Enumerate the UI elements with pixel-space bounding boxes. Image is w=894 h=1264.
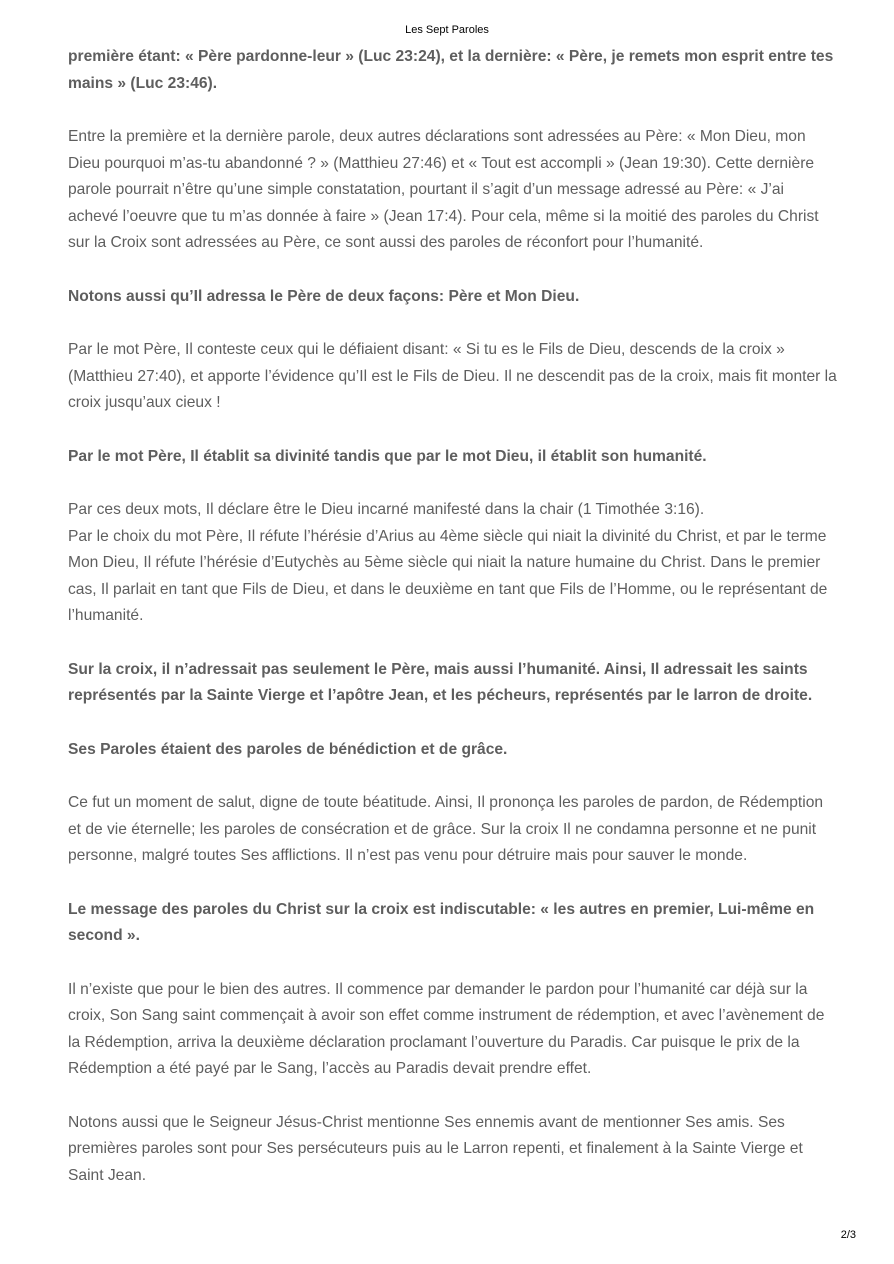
page-number: 2/3 — [840, 1229, 856, 1241]
paragraph-salvation: Ce fut un moment de salut, digne de toute béatitude. Ainsi, Il prononça les paroles de pardon, de Rédemption et de vie éternelle; les paroles de consécration et de grâce. Sur la croix Il ne condamna personne et ne punit personne, malgré toutes Ses afflictions. Il n’est pas venu pour détruire mais pour sauver le monde. — [68, 794, 824, 864]
paragraph-divinity-humanity: Par le mot Père, Il établit sa divinité tandis que par le mot Dieu, il établit son humanité. — [68, 447, 707, 465]
paragraph-saints-sinners: Sur la croix, il n’adressait pas seulement le Père, mais aussi l’humanité. Ainsi, Il adressait les saints représentés par la Sainte Vierge et l’apôtre Jean, et les pécheurs, représentés par le larron de droite. — [68, 660, 813, 704]
paragraph-declarations: Entre la première et la dernière parole, deux autres déclarations sont adressées au Père: « Mon Dieu, mon Dieu pourquoi m’as-tu abandonné ? » (Matthieu 27:46) et « Tout est accompli » (Jean 19:30). Cette dernière parole pourrait n’être qu’une simple constatation, pourtant il s’agit d’un message adressé au Père: « J’ai achevé l’oeuvre que tu m’as donnée à faire » (Jean 17:4). Pour cela, même si la moitié des paroles du Christ sur la Croix sont adressées au Père, ce sont aussi des paroles de réconfort pour l’humanité. — [68, 128, 819, 251]
document-body — [68, 44, 838, 1189]
paragraph-heresies: Par le choix du mot Père, Il réfute l’hérésie d’Arius au 4ème siècle qui niait la divinité du Christ, et par le terme Mon Dieu, Il réfute l’hérésie d’Eutychès au 5ème siècle qui niait la nature humaine du Christ. Dans le premier cas, Il parlait en tant que Fils de Dieu, et dans le deuxième en tant que Fils de l’Homme, ou le représentant de l’humanité. — [68, 527, 828, 624]
paragraph-others-first: Le message des paroles du Christ sur la croix est indiscutable: « les autres en premier, Lui-même en second ». — [68, 900, 815, 944]
paragraph-intro-quotes: première étant: « Père pardonne-leur » (Luc 23:24), et la dernière: « Père, je remets mon esprit entre tes mains » (Luc 23:46). — [68, 48, 834, 92]
paragraph-enemies-friends: Notons aussi que le Seigneur Jésus-Christ mentionne Ses ennemis avant de mentionner Ses amis. Ses premières paroles sont pour Ses persécuteurs puis au le Larron repenti, et finalement à la Sainte Vierge et Saint Jean. — [68, 1113, 803, 1184]
paragraph-word-father: Par le mot Père, Il conteste ceux qui le défiaient disant: « Si tu es le Fils de Dieu, descends de la croix » (Matthieu 27:40), et apporte l’évidence qu’Il est le Fils de Dieu. Il ne descendit pas de la croix, mais fit monter la croix jusqu’aux cieux ! — [68, 341, 837, 411]
paragraph-two-ways: Notons aussi qu’Il adressa le Père de deux façons: Père et Mon Dieu. — [68, 287, 580, 305]
page-header-title: Les Sept Paroles — [405, 24, 489, 36]
paragraph-blessing-grace: Ses Paroles étaient des paroles de bénédiction et de grâce. — [68, 740, 508, 758]
paragraph-two-words: Par ces deux mots, Il déclare être le Dieu incarné manifesté dans la chair (1 Timothée 3:16). — [68, 501, 705, 518]
paragraph-redemption: Il n’existe que pour le bien des autres. Il commence par demander le pardon pour l’humanité car déjà sur la croix, Son Sang saint commençait à avoir son effet comme instrument de rédemption, et avec l’avènement de la Rédemption, arriva la deuxième déclaration proclamant l’ouverture du Paradis. Car puisque le prix de la Rédemption a été payé par le Sang, l’accès au Paradis devait prendre effet. — [68, 980, 825, 1077]
